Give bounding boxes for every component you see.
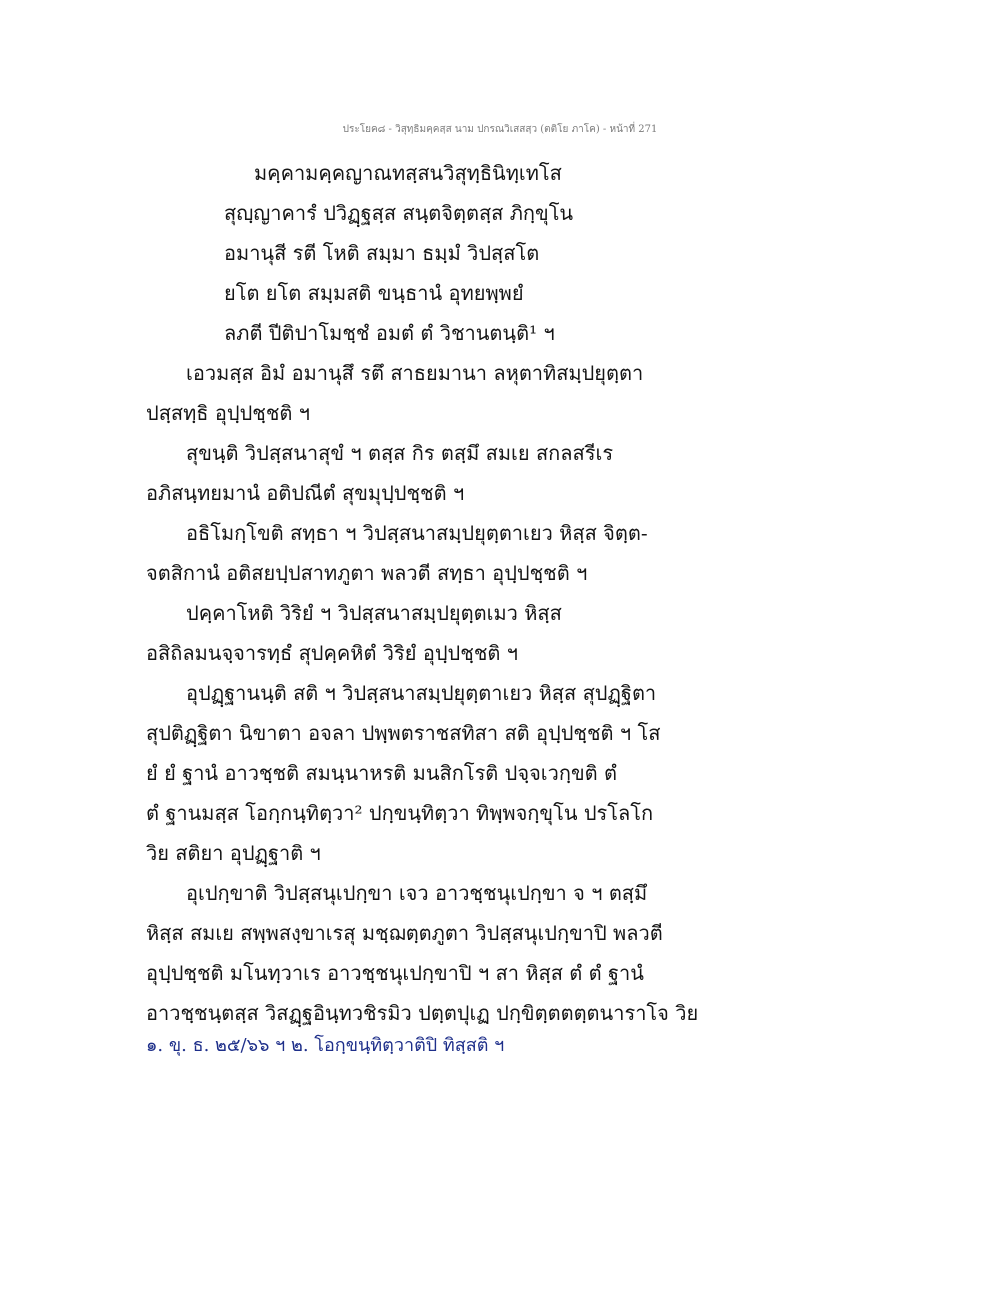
body-line: อภิสนฺทยมานํ อติปณีตํ สุขมุปฺปชฺชติ ฯ — [146, 481, 465, 505]
verse-title: มคฺคามคฺคญาณทสฺสนวิสุทฺธินิทฺเทโส — [254, 161, 562, 185]
body-line: ปคฺคาโหติ วิริยํ ฯ วิปสฺสนาสมฺปยุตฺตเมว หิสฺส — [186, 601, 562, 625]
body-line: อาวชฺชนฺตสฺส วิสฏฺฐอินฺทวชิรมิว ปตฺตปุเฏ ปกฺขิตฺตตตฺตนาราโจ วิย — [146, 1001, 699, 1025]
body-line: อุเปกฺขาติ วิปสฺสนุเปกฺขา เจว อาวชฺชนุเปกฺขา จ ฯ ตสฺมึ — [186, 881, 648, 905]
verse-line: อมานุสี รตี โหติ สมฺมา ธมฺมํ วิปสฺสโต — [224, 241, 540, 265]
body-line: อุปฏฺฐานนฺติ สติ ฯ วิปสฺสนาสมฺปยุตฺตาเยว หิสฺส สุปฏฺฐิตา — [186, 681, 657, 705]
body-line: สุปติฏฺฐิตา นิขาตา อจลา ปพฺพตราชสทิสา สติ อุปฺปชฺชติ ฯ โส — [146, 721, 661, 745]
body-line: หิสฺส สมเย สพฺพสงฺขาเรสุ มชฺฌตฺตภูตา วิปสฺสนุเปกฺขาปิ พลวตี — [146, 921, 663, 945]
verse-line: ยโต ยโต สมฺมสติ ขนฺธานํ อุทยพฺพยํ — [224, 281, 524, 305]
body-line: เอวมสฺส อิมํ อมานุสึ รตึ สาธยมานา ลหุตาทิสมฺปยุตฺตา — [186, 361, 644, 385]
page-header: ประโยค๘ - วิสุทฺธิมคฺคสฺส นาม ปกรณวิเสสสฺว (ตติโย ภาโค) - หน้าที่ 271 — [342, 124, 658, 135]
body-line: ตํ ฐานมสฺส โอกฺกนฺทิตฺวา² ปกฺขนฺทิตฺวา ทิพฺพจกฺขุโน ปรโลโก — [146, 801, 654, 825]
verse-line: สุญฺญาคารํ ปวิฏฺฐสฺส สนฺตจิตฺตสฺส ภิกฺขุโน — [224, 201, 574, 225]
body-line: อสิถิลมนจฺจารทฺธํ สุปคฺคหิตํ วิริยํ อุปฺปชฺชติ ฯ — [146, 641, 518, 665]
body-line: ปสฺสทฺธิ อุปฺปชฺชติ ฯ — [146, 401, 310, 425]
footnote: ๑. ขุ. ธ. ๒๕/๖๖ ฯ ๒. โอกฺขนฺทิตฺวาติปิ ทิสฺสติ ฯ — [146, 1035, 505, 1056]
body-line: จตสิกานํ อติสยปฺปสาทภูตา พลวตี สทฺธา อุปฺปชฺชติ ฯ — [146, 561, 588, 585]
body-line: สุขนฺติ วิปสฺสนาสุขํ ฯ ตสฺส กิร ตสฺมึ สมเย สกลสรีเร — [186, 441, 614, 465]
body-line: อุปฺปชฺชติ มโนทฺวาเร อาวชฺชนุเปกฺขาปิ ฯ สา หิสฺส ตํ ตํ ฐานํ — [146, 961, 644, 985]
body-line: อธิโมกฺโขติ สทฺธา ฯ วิปสฺสนาสมฺปยุตฺตาเยว หิสฺส จิตฺต- — [186, 521, 648, 545]
body-line: วิย สติยา อุปฏฺฐาติ ฯ — [146, 841, 321, 865]
verse-line: ลภตี ปีติปาโมชฺชํ อมตํ ตํ วิชานตนฺติ¹ ฯ — [224, 321, 555, 345]
body-line: ยํ ยํ ฐานํ อาวชฺชติ สมนฺนาหรติ มนสิกโรติ ปจฺจเวกฺขติ ตํ — [146, 761, 617, 785]
